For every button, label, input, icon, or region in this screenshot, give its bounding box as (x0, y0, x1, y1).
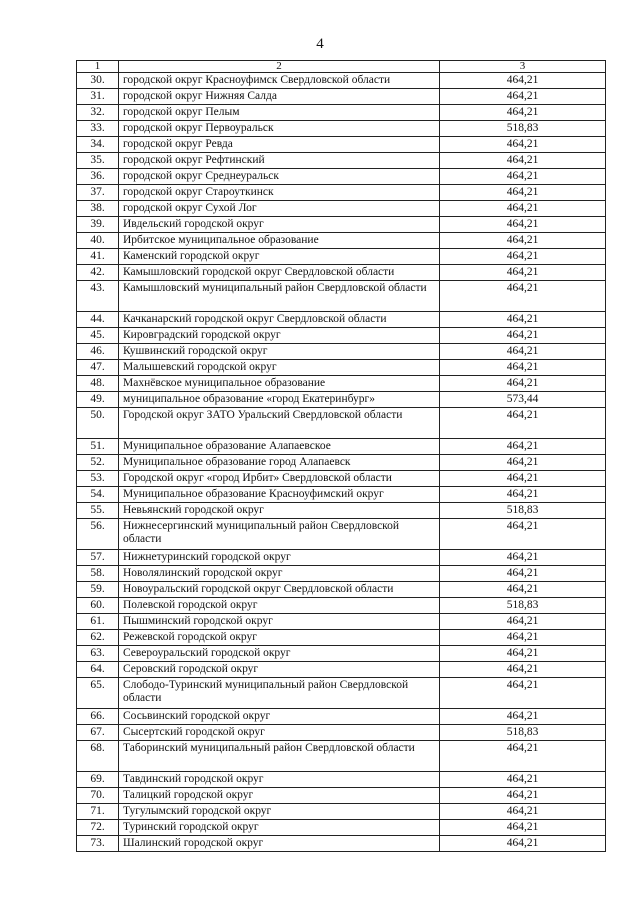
row-number-cell: 42. (77, 265, 119, 281)
row-number-cell: 60. (77, 598, 119, 614)
row-number-cell: 50. (77, 408, 119, 439)
table-row (77, 455, 606, 471)
value-cell: 464,21 (440, 344, 606, 360)
row-number-cell: 70. (77, 788, 119, 804)
value-cell: 518,83 (440, 725, 606, 741)
municipality-name-cell: Туринский городской округ (119, 820, 440, 836)
table-row (77, 360, 606, 376)
municipality-name-cell: городской округ Пелым (119, 105, 440, 121)
municipality-name-cell: Городской округ «город Ирбит» Свердловской области (119, 471, 440, 487)
value-cell: 464,21 (440, 550, 606, 566)
municipality-name-cell: Североуральский городской округ (119, 646, 440, 662)
row-number-cell: 47. (77, 360, 119, 376)
value-cell: 464,21 (440, 201, 606, 217)
table-row (77, 439, 606, 455)
municipality-name-cell: Камышловский городской округ Свердловской области (119, 265, 440, 281)
value-cell: 464,21 (440, 265, 606, 281)
municipality-name-cell: Серовский городской округ (119, 662, 440, 678)
table-row (77, 217, 606, 233)
table-row (77, 519, 606, 550)
value-cell: 464,21 (440, 73, 606, 89)
value-cell: 464,21 (440, 519, 606, 550)
row-number-cell: 61. (77, 614, 119, 630)
value-cell: 464,21 (440, 408, 606, 439)
value-cell: 464,21 (440, 471, 606, 487)
table-row (77, 328, 606, 344)
table-row (77, 566, 606, 582)
municipality-name-cell: Муниципальное образование Алапаевское (119, 439, 440, 455)
row-number-cell: 57. (77, 550, 119, 566)
table-row (77, 725, 606, 741)
table-row (77, 630, 606, 646)
value-cell: 464,21 (440, 137, 606, 153)
value-cell: 464,21 (440, 646, 606, 662)
value-cell: 464,21 (440, 662, 606, 678)
table-row (77, 503, 606, 519)
municipality-name-cell: Нижнесергинский муниципальный район Свердловской области (119, 519, 440, 550)
table-row (77, 646, 606, 662)
municipality-name-cell: городской округ Нижняя Салда (119, 89, 440, 105)
municipality-name-cell: Камышловский муниципальный район Свердловской области (119, 281, 440, 312)
municipality-name-cell: Кушвинский городской округ (119, 344, 440, 360)
row-number-cell: 52. (77, 455, 119, 471)
table-row (77, 265, 606, 281)
table-row (77, 772, 606, 788)
table-row (77, 185, 606, 201)
municipality-name-cell: Сосьвинский городской округ (119, 709, 440, 725)
table-row (77, 281, 606, 312)
value-cell: 464,21 (440, 709, 606, 725)
row-number-cell: 59. (77, 582, 119, 598)
value-cell: 464,21 (440, 487, 606, 503)
row-number-cell: 35. (77, 153, 119, 169)
value-cell: 573,44 (440, 392, 606, 408)
row-number-cell: 38. (77, 201, 119, 217)
municipality-table (76, 60, 606, 852)
value-cell: 464,21 (440, 328, 606, 344)
table-row (77, 153, 606, 169)
table-row (77, 582, 606, 598)
table-row (77, 709, 606, 725)
municipality-name-cell: Малышевский городской округ (119, 360, 440, 376)
municipality-name-cell: Новоуральский городской округ Свердловской области (119, 582, 440, 598)
value-cell: 464,21 (440, 185, 606, 201)
value-cell: 464,21 (440, 820, 606, 836)
municipality-name-cell: Муниципальное образование город Алапаевск (119, 455, 440, 471)
value-cell: 464,21 (440, 439, 606, 455)
row-number-cell: 53. (77, 471, 119, 487)
row-number-cell: 58. (77, 566, 119, 582)
table-row (77, 105, 606, 121)
table-row (77, 804, 606, 820)
municipality-name-cell: Кировградский городской округ (119, 328, 440, 344)
municipality-name-cell: Нижнетуринский городской округ (119, 550, 440, 566)
table-row (77, 312, 606, 328)
value-cell: 464,21 (440, 312, 606, 328)
row-number-cell: 37. (77, 185, 119, 201)
table-row (77, 408, 606, 439)
value-cell: 464,21 (440, 217, 606, 233)
row-number-cell: 67. (77, 725, 119, 741)
value-cell: 464,21 (440, 772, 606, 788)
municipality-name-cell: Ирбитское муниципальное образование (119, 233, 440, 249)
row-number-cell: 73. (77, 836, 119, 852)
municipality-name-cell: Ивдельский городской округ (119, 217, 440, 233)
table-row (77, 344, 606, 360)
value-cell: 464,21 (440, 678, 606, 709)
municipality-name-cell: городской округ Сухой Лог (119, 201, 440, 217)
table-row (77, 201, 606, 217)
row-number-cell: 39. (77, 217, 119, 233)
table-row (77, 392, 606, 408)
row-number-cell: 44. (77, 312, 119, 328)
value-cell: 464,21 (440, 360, 606, 376)
row-number-cell: 32. (77, 105, 119, 121)
table-row (77, 121, 606, 137)
page-number: 4 (316, 36, 324, 52)
row-number-cell: 45. (77, 328, 119, 344)
row-number-cell: 69. (77, 772, 119, 788)
table-row (77, 249, 606, 265)
row-number-cell: 48. (77, 376, 119, 392)
table-row (77, 662, 606, 678)
municipality-name-cell: Качканарский городской округ Свердловской области (119, 312, 440, 328)
row-number-cell: 46. (77, 344, 119, 360)
value-cell: 464,21 (440, 249, 606, 265)
municipality-name-cell: городской округ Среднеуральск (119, 169, 440, 185)
municipality-name-cell: Слободо-Туринский муниципальный район Свердловской области (119, 678, 440, 709)
row-number-cell: 64. (77, 662, 119, 678)
row-number-cell: 51. (77, 439, 119, 455)
municipality-name-cell: Тавдинский городской округ (119, 772, 440, 788)
table-row (77, 741, 606, 772)
municipality-name-cell: Муниципальное образование Красноуфимский округ (119, 487, 440, 503)
municipality-name-cell: городской округ Ревда (119, 137, 440, 153)
table-row (77, 788, 606, 804)
municipality-name-cell: городской округ Первоуральск (119, 121, 440, 137)
municipality-name-cell: Полевской городской округ (119, 598, 440, 614)
value-cell: 464,21 (440, 741, 606, 772)
row-number-cell: 68. (77, 741, 119, 772)
municipality-name-cell: Шалинский городской округ (119, 836, 440, 852)
value-cell: 464,21 (440, 630, 606, 646)
row-number-cell: 34. (77, 137, 119, 153)
municipality-name-cell: Талицкий городской округ (119, 788, 440, 804)
municipality-name-cell: Режевской городской округ (119, 630, 440, 646)
municipality-name-cell: Городской округ ЗАТО Уральский Свердловской области (119, 408, 440, 439)
value-cell: 464,21 (440, 566, 606, 582)
row-number-cell: 66. (77, 709, 119, 725)
row-number-cell: 41. (77, 249, 119, 265)
municipality-name-cell: Таборинский муниципальный район Свердловской области (119, 741, 440, 772)
value-cell: 464,21 (440, 788, 606, 804)
municipality-name-cell: городской округ Красноуфимск Свердловской области (119, 73, 440, 89)
header-cell-2: 2 (119, 61, 440, 73)
table-row (77, 550, 606, 566)
municipality-name-cell: Тугулымский городской округ (119, 804, 440, 820)
row-number-cell: 56. (77, 519, 119, 550)
table-row (77, 598, 606, 614)
table-row (77, 471, 606, 487)
table-row (77, 89, 606, 105)
row-number-cell: 40. (77, 233, 119, 249)
value-cell: 464,21 (440, 281, 606, 312)
value-cell: 464,21 (440, 836, 606, 852)
value-cell: 518,83 (440, 598, 606, 614)
municipality-name-cell: муниципальное образование «город Екатеринбург» (119, 392, 440, 408)
value-cell: 464,21 (440, 614, 606, 630)
municipality-name-cell: Сысертский городской округ (119, 725, 440, 741)
value-cell: 464,21 (440, 582, 606, 598)
row-number-cell: 43. (77, 281, 119, 312)
table-row (77, 169, 606, 185)
table-row (77, 487, 606, 503)
row-number-cell: 72. (77, 820, 119, 836)
municipality-name-cell: Махнёвское муниципальное образование (119, 376, 440, 392)
value-cell: 464,21 (440, 89, 606, 105)
row-number-cell: 54. (77, 487, 119, 503)
value-cell: 464,21 (440, 804, 606, 820)
municipality-name-cell: городской округ Рефтинский (119, 153, 440, 169)
row-number-cell: 55. (77, 503, 119, 519)
municipality-name-cell: Каменский городской округ (119, 249, 440, 265)
row-number-cell: 33. (77, 121, 119, 137)
row-number-cell: 65. (77, 678, 119, 709)
table-row (77, 820, 606, 836)
value-cell: 464,21 (440, 153, 606, 169)
table-row (77, 836, 606, 852)
value-cell: 464,21 (440, 105, 606, 121)
row-number-cell: 36. (77, 169, 119, 185)
row-number-cell: 62. (77, 630, 119, 646)
municipality-name-cell: городской округ Староуткинск (119, 185, 440, 201)
header-cell-1: 1 (77, 61, 119, 73)
value-cell: 464,21 (440, 455, 606, 471)
municipality-name-cell: Новолялинский городской округ (119, 566, 440, 582)
table-row (77, 376, 606, 392)
value-cell: 518,83 (440, 503, 606, 519)
row-number-cell: 71. (77, 804, 119, 820)
table-row (77, 614, 606, 630)
table-header-row (77, 61, 606, 73)
table-row (77, 137, 606, 153)
value-cell: 464,21 (440, 233, 606, 249)
row-number-cell: 49. (77, 392, 119, 408)
value-cell: 464,21 (440, 376, 606, 392)
table-row (77, 73, 606, 89)
header-cell-3: 3 (440, 61, 606, 73)
municipality-name-cell: Пышминский городской округ (119, 614, 440, 630)
value-cell: 518,83 (440, 121, 606, 137)
row-number-cell: 31. (77, 89, 119, 105)
municipality-name-cell: Невьянский городской округ (119, 503, 440, 519)
table-row (77, 233, 606, 249)
row-number-cell: 63. (77, 646, 119, 662)
table-row (77, 678, 606, 709)
value-cell: 464,21 (440, 169, 606, 185)
row-number-cell: 30. (77, 73, 119, 89)
